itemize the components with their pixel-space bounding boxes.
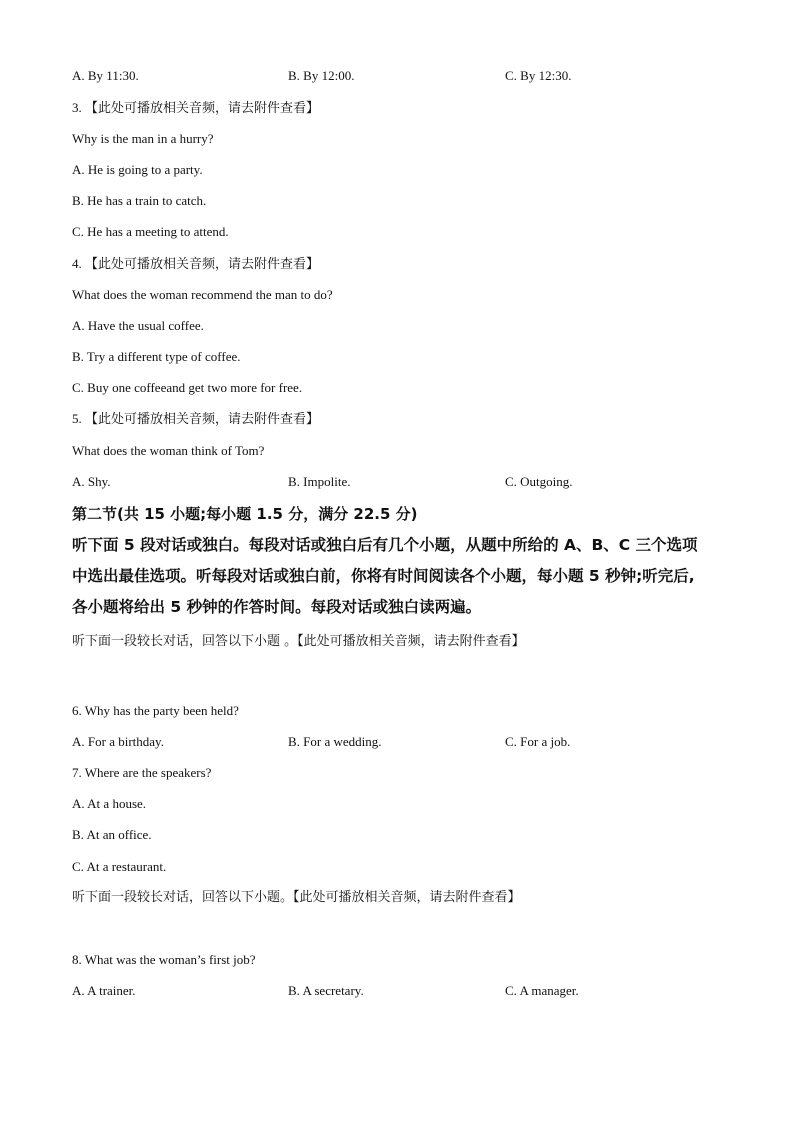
- q7-option-c: C. At a restaurant.: [72, 859, 167, 874]
- q3-option-b: B. He has a train to catch.: [72, 193, 207, 208]
- q5-option-c: C. Outgoing.: [505, 474, 573, 489]
- q5-number: 5.: [72, 411, 82, 426]
- q3-number: 3.: [72, 100, 82, 115]
- q2-option-a: A. By 11:30.: [72, 68, 139, 83]
- section2-title: 第二节(共 15 小题;每小题 1.5 分，满分 22.5 分): [72, 505, 418, 523]
- q6-question: 6. Why has the party been held?: [72, 703, 239, 718]
- q7-question: 7. Where are the speakers?: [72, 765, 212, 780]
- section2-instructions-line1: 听下面 5 段对话或独白。每段对话或独白后有几个小题，从题中所给的 A、B、C 三个选项: [72, 536, 698, 554]
- q3-header: [72, 99, 319, 118]
- q4-option-c: C. Buy one coffeeand get two more for free.: [72, 380, 303, 395]
- q8-option-c: C. A manager.: [505, 983, 579, 998]
- q3-audio-link[interactable]: 【此处可播放相关音频，请去附件查看】: [85, 101, 320, 116]
- q3-question: Why is the man in a hurry?: [72, 131, 214, 146]
- q4-header: [72, 255, 319, 274]
- q7-option-b: B. At an office.: [72, 827, 152, 842]
- q4-number: 4.: [72, 256, 82, 271]
- q8-question: 8. What was the woman’s first job?: [72, 952, 256, 967]
- q8-option-b: B. A secretary.: [288, 983, 364, 998]
- q5-option-b: B. Impolite.: [288, 474, 351, 489]
- q4-option-b: B. Try a different type of coffee.: [72, 349, 241, 364]
- q4-audio-link[interactable]: 【此处可播放相关音频，请去附件查看】: [85, 257, 320, 272]
- q3-option-a: A. He is going to a party.: [72, 162, 203, 177]
- dialogue1-intro[interactable]: 听下面一段较长对话，回答以下小题 。【此处可播放相关音频，请去附件查看】: [72, 634, 525, 649]
- q3-option-c: C. He has a meeting to attend.: [72, 224, 229, 239]
- q6-option-a: A. For a birthday.: [72, 734, 164, 749]
- q2-option-c: C. By 12:30.: [505, 68, 572, 83]
- q6-option-b: B. For a wedding.: [288, 734, 382, 749]
- q5-option-a: A. Shy.: [72, 474, 111, 489]
- q6-option-c: C. For a job.: [505, 734, 571, 749]
- q7-option-a: A. At a house.: [72, 796, 147, 811]
- dialogue2-intro[interactable]: 听下面一段较长对话，回答以下小题。【此处可播放相关音频，请去附件查看】: [72, 890, 521, 905]
- q4-question: What does the woman recommend the man to do?: [72, 287, 333, 302]
- q5-header: [72, 410, 319, 429]
- section2-instructions-line2: 中选出最佳选项。听每段对话或独白前，你将有时间阅读各个小题，每小题 5 秒钟;听完后,: [72, 567, 695, 585]
- q8-option-a: A. A trainer.: [72, 983, 136, 998]
- q4-option-a: A. Have the usual coffee.: [72, 318, 204, 333]
- q2-option-b: B. By 12:00.: [288, 68, 355, 83]
- q5-audio-link[interactable]: 【此处可播放相关音频，请去附件查看】: [85, 412, 320, 427]
- q5-question: What does the woman think of Tom?: [72, 443, 265, 458]
- section2-instructions-line3: 各小题将给出 5 秒钟的作答时间。每段对话或独白读两遍。: [72, 598, 482, 616]
